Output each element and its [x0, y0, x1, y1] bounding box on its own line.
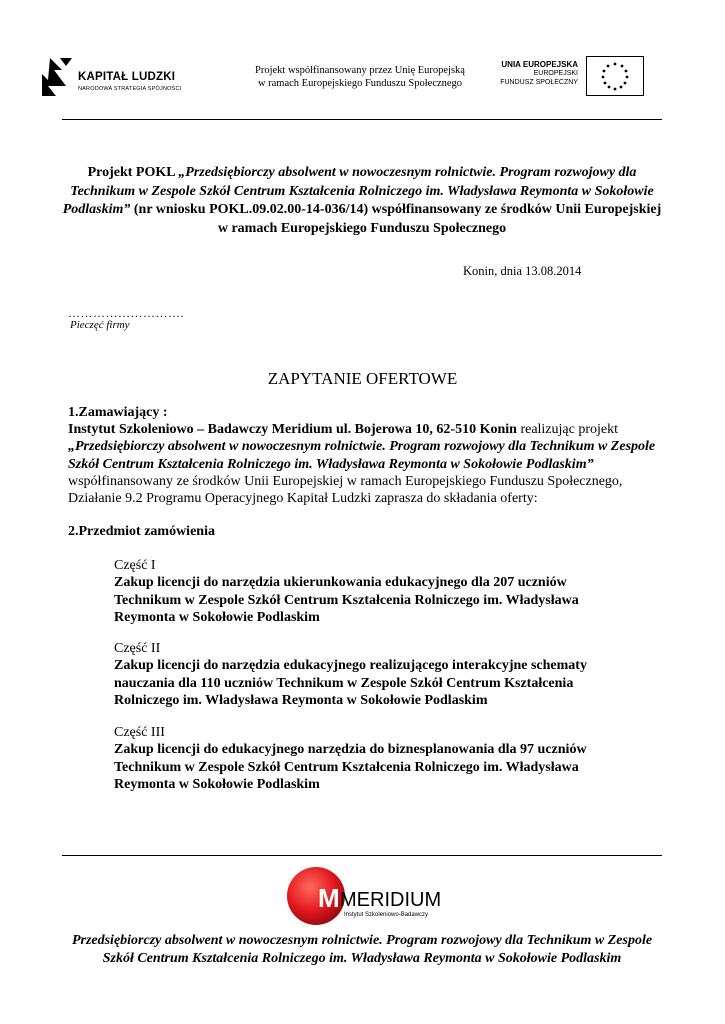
section-1-text-1: realizując projekt [516, 422, 618, 437]
kapital-ludzki-emblem-icon [40, 56, 76, 98]
svg-text:M: M [318, 883, 340, 913]
part-label: Część II [114, 641, 161, 656]
header-divider [62, 119, 662, 120]
header-line-1: Projekt współfinansowany przez Unię Europejską [255, 65, 465, 76]
part-3 [114, 724, 634, 793]
part-1 [114, 557, 634, 626]
date-line: Konin, dnia 13.08.2014 [463, 264, 582, 278]
ue-line-1: UNIA EUROPEJSKA [501, 60, 578, 69]
section-2-heading: 2.Przedmiot zamówienia [68, 524, 215, 539]
section-1-heading: 1.Zamawiający : [68, 405, 168, 420]
part-label: Część III [114, 725, 165, 740]
ue-line-2: EUROPEJSKI [533, 70, 578, 77]
part-description: Zakup licencji do edukacyjnego narzędzia do biznesplanowania dla 97 uczniów Technikum w Zespole Szkół Centrum Kształcenia Rolniczego im. Władysława Reymonta w Sokołowie Podlaskim [114, 742, 587, 792]
meridium-name: MERIDIUM [340, 889, 442, 911]
meridium-logo-icon [282, 866, 452, 926]
document-title: ZAPYTANIE OFERTOWE [267, 369, 458, 388]
part-description: Zakup licencji do narzędzia edukacyjnego realizującego interakcyjne schematy nauczania dla 110 uczniów Technikum w Zespole Szkół Centrum Kształcenia Rolniczego im. Władysława Reymonta w Sokołowie Podlaskim [114, 658, 587, 708]
stamp-dots: ………………………. [68, 306, 184, 320]
project-title: „Przedsiębiorczy absolwent w nowoczesnym rolnictwie. Program rozwojowy dla Technikum w Zespole Szkół Centrum Kształcenia Rolniczego im. Władysława Reymonta w Sokołowie Podlaskim” [62, 165, 654, 217]
header-cofinancing-note [225, 64, 495, 90]
project-heading [60, 164, 664, 238]
project-suffix: (nr wniosku POKL.09.02.00-14-036/14) współfinansowany ze środków Unii Europejskiej w ramach Europejskiego Funduszu Społecznego [130, 202, 662, 236]
ue-line-3: FUNDUSZ SPOŁECZNY [500, 79, 578, 86]
header-line-2: w ramach Europejskiego Funduszu Społecznego [257, 78, 463, 89]
ue-label [490, 60, 578, 87]
eu-flag-icon [586, 56, 644, 96]
kapital-ludzki-title: KAPITAŁ LUDZKI [78, 71, 176, 83]
institution-name: Instytut Szkoleniowo – Badawczy Meridium ul. Bojerowa 10, 62-510 Konin [68, 422, 517, 437]
project-prefix: Projekt POKL [87, 165, 179, 180]
meridium-tagline: Instytut Szkoleniowo-Badawczy [344, 912, 429, 918]
section-1-text-2: współfinansowany ze środków Unii Europejskiej w ramach Europejskiego Funduszu Społecznego, Działanie 9.2 Programu Operacyjnego Kapitał Ludzki zaprasza do składania oferty: [68, 473, 623, 507]
meridium-logo [282, 866, 452, 926]
stamp-label: Pieczęć firmy [70, 319, 130, 331]
footer-divider [62, 855, 662, 856]
part-label: Część I [114, 558, 156, 573]
part-description: Zakup licencji do narzędzia ukierunkowania edukacyjnego dla 207 uczniów Technikum w Zespole Szkół Centrum Kształcenia Rolniczego im. Władysława Reymonta w Sokołowie Podlaskim [114, 575, 579, 625]
kapital-ludzki-subtitle: NARODOWA STRATEGIA SPÓJNOŚCI [78, 86, 182, 92]
footer-text: Przedsiębiorczy absolwent w nowoczesnym rolnictwie. Program rozwojowy dla Technikum w Zespole Szkół Centrum Kształcenia Rolniczego im. Władysława Reymonta w Sokołowie Podlaskim [71, 933, 653, 966]
part-2 [114, 640, 634, 709]
section-1-project: „Przedsiębiorczy absolwent w nowoczesnym rolnictwie. Program rozwojowy dla Technikum w Zespole Szkół Centrum Kształcenia Rolniczego im. Władysława Reymonta w Sokołowie Podlaskim” [68, 439, 656, 472]
section-1-body [68, 421, 658, 507]
